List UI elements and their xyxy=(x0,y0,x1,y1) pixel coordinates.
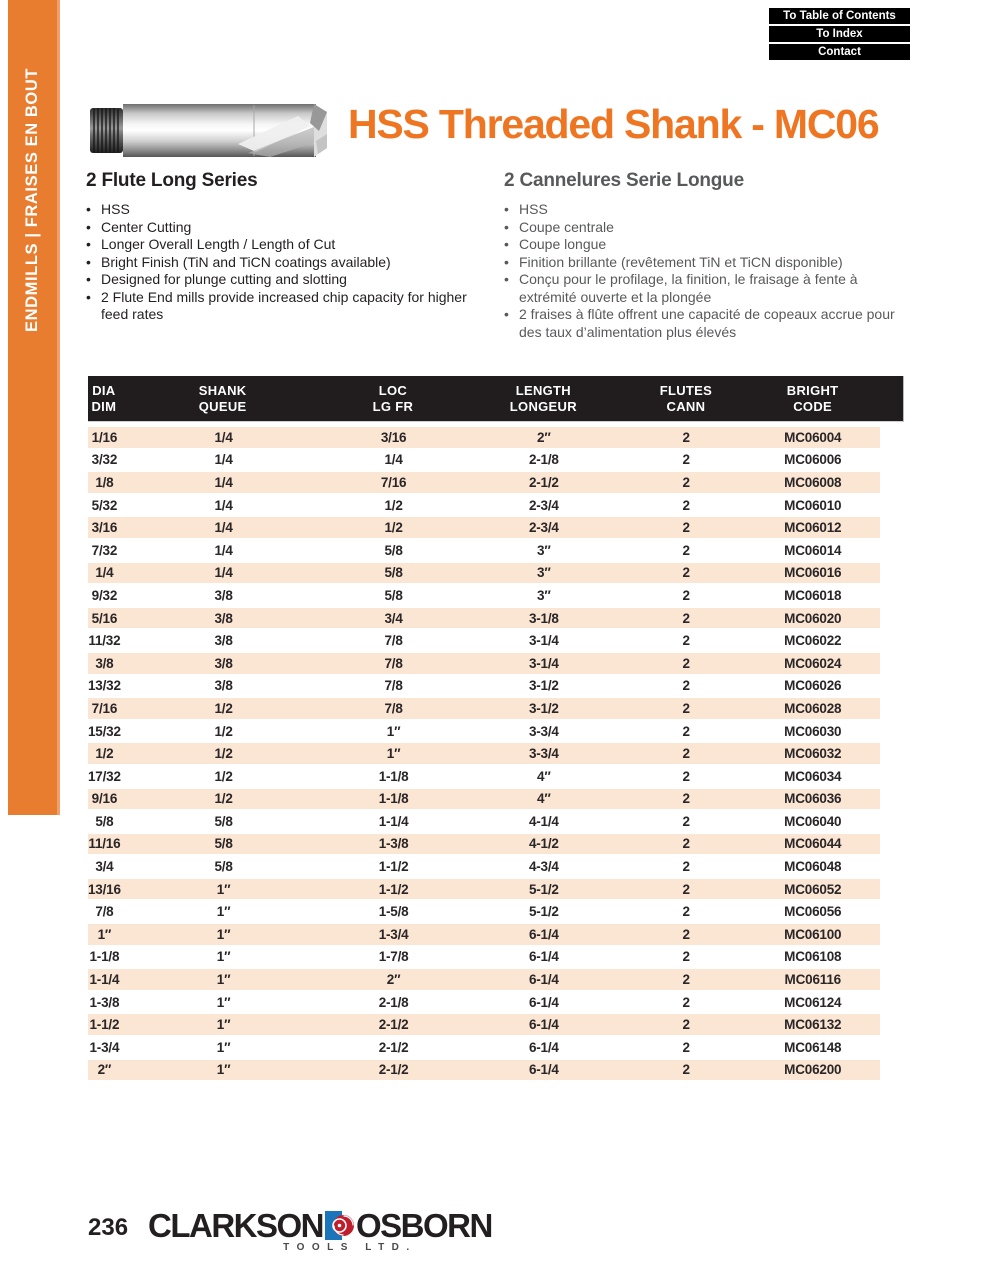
table-cell: 1″ xyxy=(121,899,327,922)
table-cell: 9/16 xyxy=(88,787,121,810)
table-row xyxy=(88,877,880,900)
table-cell: 3/8 xyxy=(121,674,327,697)
table-row xyxy=(88,764,880,787)
section-french xyxy=(504,170,896,341)
table-row xyxy=(88,606,880,629)
column-header-bright-code: BRIGHT CODE xyxy=(786,382,839,414)
table-cell: 1/8 xyxy=(88,470,121,493)
table-cell: 5/8 xyxy=(121,832,327,855)
table-cell: 1/4 xyxy=(121,470,327,493)
section-english xyxy=(86,170,494,324)
table-cell: 1-1/8 xyxy=(88,945,121,968)
section-title-french: 2 Cannelures Serie Longue xyxy=(504,170,744,191)
table-cell: 15/32 xyxy=(88,719,121,742)
table-cell: 2 xyxy=(627,470,746,493)
table-cell: 6-1/4 xyxy=(461,1058,627,1081)
table-cell: 1/4 xyxy=(121,448,327,471)
bullet-text: Finition brillante (revêtement TiN et TiCN disponible) xyxy=(519,253,843,270)
table-cell: 4″ xyxy=(461,764,627,787)
table-cell: 2 xyxy=(627,583,746,606)
clarkson-osborn-logo xyxy=(148,1207,492,1253)
table-cell: 3-1/8 xyxy=(461,606,627,629)
table-row xyxy=(88,583,880,606)
bullet-icon: • xyxy=(86,253,91,270)
table-cell: 3/8 xyxy=(121,583,327,606)
table-cell: 6-1/4 xyxy=(461,967,627,990)
table-cell: MC06108 xyxy=(745,945,880,968)
table-cell: 1-1/2 xyxy=(88,1012,121,1035)
table-cell: 1/16 xyxy=(88,425,121,448)
table-cell: 2 xyxy=(627,967,746,990)
table-cell: 6-1/4 xyxy=(461,1012,627,1035)
table-cell: 5/8 xyxy=(88,809,121,832)
sidebar-band-edge xyxy=(57,0,60,815)
bullet-icon: • xyxy=(86,288,91,305)
table-cell: 3-3/4 xyxy=(461,719,627,742)
pinwheel-logo-icon xyxy=(325,1211,354,1240)
table-cell: 4″ xyxy=(461,787,627,810)
table-cell: MC06100 xyxy=(745,922,880,945)
table-cell: MC06116 xyxy=(745,967,880,990)
table-cell: 3/4 xyxy=(326,606,460,629)
table-row xyxy=(88,1058,880,1081)
table-cell: 1/2 xyxy=(326,493,460,516)
table-cell: 5/8 xyxy=(326,583,460,606)
table-cell: MC06004 xyxy=(745,425,880,448)
table-cell: MC06040 xyxy=(745,809,880,832)
table-cell: MC06030 xyxy=(745,719,880,742)
table-cell: 3/16 xyxy=(88,515,121,538)
bullet-item xyxy=(504,219,896,237)
table-cell: MC06048 xyxy=(745,854,880,877)
table-cell: 1″ xyxy=(88,922,121,945)
table-cell: 2 xyxy=(627,1035,746,1058)
table-cell: 3/16 xyxy=(326,425,460,448)
table-cell: 5-1/2 xyxy=(461,899,627,922)
table-cell: 3/4 xyxy=(88,854,121,877)
table-cell: 2 xyxy=(627,741,746,764)
page-title: HSS Threaded Shank - MC06 xyxy=(348,101,879,147)
table-cell: 2 xyxy=(627,832,746,855)
table-cell: 3-3/4 xyxy=(461,741,627,764)
table-cell: MC06148 xyxy=(745,1035,880,1058)
table-cell: 2 xyxy=(627,899,746,922)
table-cell: 7/8 xyxy=(326,651,460,674)
bullet-icon: • xyxy=(504,306,509,322)
bullet-text: Coupe longue xyxy=(519,236,607,252)
table-cell: 2-1/8 xyxy=(461,448,627,471)
table-row xyxy=(88,538,880,561)
column-header-length: LENGTH LONGEUR xyxy=(509,382,577,414)
table-cell: 1/2 xyxy=(121,764,327,787)
table-row xyxy=(88,945,880,968)
bullet-item xyxy=(504,201,896,219)
bullet-item xyxy=(86,201,494,219)
table-cell: 1″ xyxy=(121,967,327,990)
table-cell: 2 xyxy=(627,515,746,538)
table-cell: 7/16 xyxy=(326,470,460,493)
table-cell: 6-1/4 xyxy=(461,990,627,1013)
table-cell: 1-1/8 xyxy=(326,764,460,787)
spec-table-header xyxy=(88,376,904,422)
table-row xyxy=(88,1012,880,1035)
table-cell: 2 xyxy=(627,809,746,832)
table-row xyxy=(88,448,880,471)
table-cell: MC06022 xyxy=(745,628,880,651)
table-cell: 5/32 xyxy=(88,493,121,516)
table-cell: MC06020 xyxy=(745,606,880,629)
table-row xyxy=(88,967,880,990)
section-title-english: 2 Flute Long Series xyxy=(86,170,258,191)
table-cell: 1/2 xyxy=(326,515,460,538)
table-cell: MC06034 xyxy=(745,764,880,787)
table-cell: 2-1/2 xyxy=(326,1012,460,1035)
table-cell: 1-1/2 xyxy=(326,854,460,877)
table-cell: MC06024 xyxy=(745,651,880,674)
table-cell: 4-3/4 xyxy=(461,854,627,877)
bullet-text: 2 Flute End mills provide increased chip capacity for higher feed rates xyxy=(101,288,467,322)
table-row xyxy=(88,628,880,651)
table-cell: 4-1/2 xyxy=(461,832,627,855)
table-cell: 5/8 xyxy=(121,809,327,832)
table-cell: 2-3/4 xyxy=(461,515,627,538)
table-cell: MC06052 xyxy=(745,877,880,900)
table-cell: 2″ xyxy=(326,967,460,990)
table-cell: 2″ xyxy=(88,1058,121,1081)
table-cell: 2-1/2 xyxy=(326,1058,460,1081)
table-cell: 13/16 xyxy=(88,877,121,900)
bullet-item xyxy=(86,219,494,237)
table-cell: 1-3/8 xyxy=(326,832,460,855)
table-cell: 1″ xyxy=(121,990,327,1013)
column-header-shank: SHANK QUEUE xyxy=(198,382,247,414)
column-header-loc: LOC LG FR xyxy=(372,382,414,414)
table-cell: 2 xyxy=(627,854,746,877)
page-number: 236 xyxy=(88,1214,129,1241)
table-cell: MC06018 xyxy=(745,583,880,606)
table-cell: 3″ xyxy=(461,583,627,606)
table-cell: 3-1/2 xyxy=(461,674,627,697)
table-cell: 5/8 xyxy=(121,854,327,877)
bullet-text: 2 fraises à flûte offrent une capacité de copeaux accrue pour des taux d’alimentation plus élevés xyxy=(519,306,895,340)
table-row xyxy=(88,899,880,922)
table-cell: MC06044 xyxy=(745,832,880,855)
table-cell: 1/2 xyxy=(121,719,327,742)
table-cell: 17/32 xyxy=(88,764,121,787)
logo-subtitle: TOOLS LTD. xyxy=(283,1242,417,1253)
bullet-icon: • xyxy=(504,271,509,287)
endmill-product-image xyxy=(88,101,330,161)
table-cell: MC06056 xyxy=(745,899,880,922)
bullet-text: Bright Finish (TiN and TiCN coatings available) xyxy=(101,253,391,270)
table-cell: 2 xyxy=(627,628,746,651)
bullet-item xyxy=(86,254,494,272)
table-cell: 2 xyxy=(627,719,746,742)
table-cell: 6-1/4 xyxy=(461,1035,627,1058)
table-cell: MC06026 xyxy=(745,674,880,697)
table-cell: 1-5/8 xyxy=(326,899,460,922)
table-cell: 3-1/2 xyxy=(461,696,627,719)
table-cell: 3″ xyxy=(461,538,627,561)
table-cell: 2 xyxy=(627,561,746,584)
table-cell: MC06124 xyxy=(745,990,880,1013)
table-cell: 1″ xyxy=(121,877,327,900)
bullet-icon: • xyxy=(86,271,91,287)
table-cell: 3/8 xyxy=(121,651,327,674)
table-cell: 3″ xyxy=(461,561,627,584)
table-cell: 2 xyxy=(627,787,746,810)
column-header-dia: DIA DIM xyxy=(91,382,117,414)
table-cell: 6-1/4 xyxy=(461,945,627,968)
table-cell: 3/8 xyxy=(121,606,327,629)
table-cell: 1″ xyxy=(326,741,460,764)
index-button[interactable]: To Index xyxy=(769,26,910,42)
table-cell: 2-3/4 xyxy=(461,493,627,516)
table-cell: 5/8 xyxy=(326,538,460,561)
table-cell: 5/16 xyxy=(88,606,121,629)
table-cell: MC06132 xyxy=(745,1012,880,1035)
table-cell: 1/2 xyxy=(121,696,327,719)
contact-button[interactable]: Contact xyxy=(769,44,910,60)
table-cell: 1-1/8 xyxy=(326,787,460,810)
table-row xyxy=(88,787,880,810)
table-cell: 2 xyxy=(627,674,746,697)
table-cell: MC06012 xyxy=(745,515,880,538)
table-cell: MC06028 xyxy=(745,696,880,719)
table-cell: 1/4 xyxy=(88,561,121,584)
bullet-item xyxy=(504,306,896,341)
table-row xyxy=(88,651,880,674)
table-row xyxy=(88,990,880,1013)
bullet-icon: • xyxy=(504,236,509,252)
sidebar-section-label: ENDMILLS | FRAISES EN BOUT xyxy=(23,67,41,333)
table-cell: 7/8 xyxy=(88,899,121,922)
table-cell: 3/8 xyxy=(88,651,121,674)
bullet-text: HSS xyxy=(519,201,548,217)
table-cell: MC06032 xyxy=(745,741,880,764)
table-cell: 5-1/2 xyxy=(461,877,627,900)
table-cell: 3-1/4 xyxy=(461,628,627,651)
table-cell: 11/16 xyxy=(88,832,121,855)
table-cell: 1/2 xyxy=(121,787,327,810)
table-row xyxy=(88,470,880,493)
table-cell: 1/4 xyxy=(121,561,327,584)
table-cell: 1/4 xyxy=(121,538,327,561)
table-cell: 1/4 xyxy=(121,425,327,448)
table-row xyxy=(88,696,880,719)
table-cell: MC06016 xyxy=(745,561,880,584)
bullet-icon: • xyxy=(504,218,509,235)
table-cell: 1/4 xyxy=(121,515,327,538)
table-cell: 1″ xyxy=(121,922,327,945)
table-cell: 1-1/2 xyxy=(326,877,460,900)
table-cell: 3/8 xyxy=(121,628,327,651)
table-cell: 2-1/8 xyxy=(326,990,460,1013)
bullet-text: Longer Overall Length / Length of Cut xyxy=(101,236,336,252)
bullet-item xyxy=(504,236,896,254)
table-cell: 2 xyxy=(627,606,746,629)
table-cell: 7/8 xyxy=(326,696,460,719)
table-cell: 1/4 xyxy=(326,448,460,471)
bullet-text: Coupe centrale xyxy=(519,218,614,235)
table-row xyxy=(88,719,880,742)
table-cell: 1″ xyxy=(121,945,327,968)
table-cell: 2 xyxy=(627,945,746,968)
table-cell: MC06014 xyxy=(745,538,880,561)
table-cell: 1/2 xyxy=(121,741,327,764)
bullet-text: Conçu pour le profilage, la finition, le fraisage à fente à extrémité ouverte et la plongée xyxy=(519,271,858,305)
table-cell: 2 xyxy=(627,651,746,674)
table-cell: 2 xyxy=(627,538,746,561)
bullet-icon: • xyxy=(86,236,91,252)
table-cell: 9/32 xyxy=(88,583,121,606)
table-cell: 3/32 xyxy=(88,448,121,471)
bullet-icon: • xyxy=(504,201,509,217)
table-cell: 7/8 xyxy=(326,674,460,697)
bullet-list-english xyxy=(86,201,494,324)
table-row xyxy=(88,922,880,945)
table-cell: 5/8 xyxy=(326,561,460,584)
table-cell: 3-1/4 xyxy=(461,651,627,674)
table-row xyxy=(88,832,880,855)
table-cell: 1″ xyxy=(121,1012,327,1035)
table-row xyxy=(88,741,880,764)
spec-table xyxy=(88,425,880,1080)
table-cell: 1-3/4 xyxy=(88,1035,121,1058)
nav-buttons xyxy=(769,8,910,60)
table-cell: 6-1/4 xyxy=(461,922,627,945)
bullet-text: Designed for plunge cutting and slotting xyxy=(101,271,347,287)
table-row xyxy=(88,1035,880,1058)
table-cell: MC06010 xyxy=(745,493,880,516)
bullet-item xyxy=(504,254,896,272)
table-cell: 7/16 xyxy=(88,696,121,719)
table-cell: 2″ xyxy=(461,425,627,448)
table-cell: 1-3/8 xyxy=(88,990,121,1013)
table-cell: MC06200 xyxy=(745,1058,880,1081)
table-cell: MC06008 xyxy=(745,470,880,493)
bullet-item xyxy=(504,271,896,306)
table-cell: 2 xyxy=(627,877,746,900)
table-row xyxy=(88,515,880,538)
table-row xyxy=(88,854,880,877)
table-cell: 1-3/4 xyxy=(326,922,460,945)
table-cell: 13/32 xyxy=(88,674,121,697)
table-cell: 1″ xyxy=(326,719,460,742)
table-row xyxy=(88,425,880,448)
table-cell: 1″ xyxy=(121,1035,327,1058)
table-cell: 1-7/8 xyxy=(326,945,460,968)
table-cell: 2 xyxy=(627,448,746,471)
table-cell: 1/4 xyxy=(121,493,327,516)
table-cell: 2-1/2 xyxy=(326,1035,460,1058)
table-cell: 11/32 xyxy=(88,628,121,651)
bullet-item xyxy=(86,289,494,324)
bullet-item xyxy=(86,236,494,254)
table-cell: 2 xyxy=(627,990,746,1013)
table-cell: 7/32 xyxy=(88,538,121,561)
bullet-list-french xyxy=(504,201,896,341)
table-cell: 2 xyxy=(627,764,746,787)
table-cell: 2 xyxy=(627,696,746,719)
bullet-icon: • xyxy=(504,253,509,270)
bullet-text: HSS xyxy=(101,201,130,217)
table-cell: 1″ xyxy=(121,1058,327,1081)
table-cell: 2 xyxy=(627,493,746,516)
table-cell: 1-1/4 xyxy=(88,967,121,990)
table-cell: 7/8 xyxy=(326,628,460,651)
bullet-item xyxy=(86,271,494,289)
table-of-contents-button[interactable]: To Table of Contents xyxy=(769,8,910,24)
table-cell: 2 xyxy=(627,922,746,945)
table-cell: 4-1/4 xyxy=(461,809,627,832)
table-cell: MC06036 xyxy=(745,787,880,810)
table-cell: MC06006 xyxy=(745,448,880,471)
column-header-flutes: FLUTES CANN xyxy=(659,382,713,414)
table-row xyxy=(88,561,880,584)
table-row xyxy=(88,493,880,516)
table-cell: 2-1/2 xyxy=(461,470,627,493)
table-cell: 1/2 xyxy=(88,741,121,764)
bullet-icon: • xyxy=(86,218,91,235)
bullet-text: Center Cutting xyxy=(101,218,192,235)
table-cell: 2 xyxy=(627,425,746,448)
table-cell: 1-1/4 xyxy=(326,809,460,832)
table-cell: 2 xyxy=(627,1012,746,1035)
table-row xyxy=(88,809,880,832)
logo-text-clarkson: CLARKSON xyxy=(148,1207,323,1244)
table-cell: 2 xyxy=(627,1058,746,1081)
table-row xyxy=(88,674,880,697)
bullet-icon: • xyxy=(86,201,91,217)
logo-text-osborn: OSBORN xyxy=(356,1207,492,1244)
